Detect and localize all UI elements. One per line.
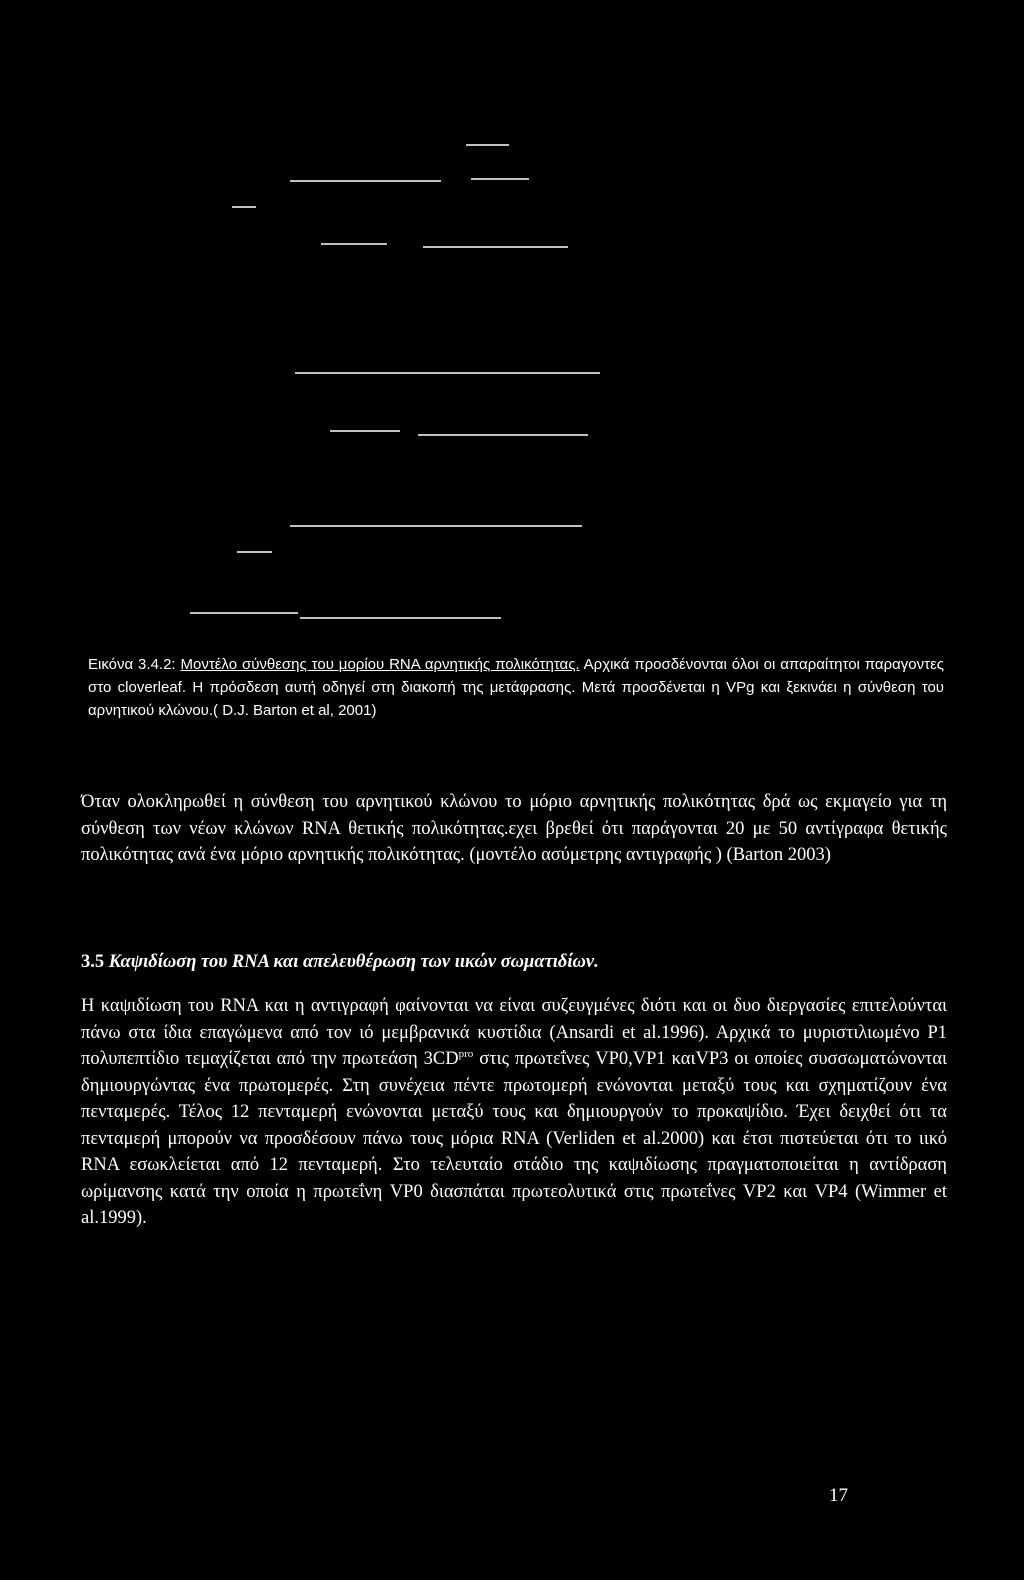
figure-remnant-lines [0, 0, 1024, 640]
figure-title: Μοντέλο σύνθεσης του μορίου RNA αρνητικής πολικότητας. [180, 656, 580, 673]
paragraph-text-part-1: Η καψιδίωση του RNA και η αντιγραφή φαίνονται να είναι συζευγμένες διότι και οι δυο διεργασίες επιτελούνται πάνω στα ίδια επαγώμενα από τον ιό μεμβρανικά κυστίδια (Ansardi et al.1996). Αρχικά το μυριστιλιωμένο P1 πολυπεπτίδιο τεμαχίζεται από την πρωτεάση 3CD [81, 996, 947, 1069]
paragraph-text-part-2: στις πρωτεΐνες VP0,VP1 καιVP3 οι οποίες συσσωματώνονται δημιουργώντας ένα πρωτομερές. Στη συνέχεια πέντε πρωτομερή ενώνονται μεταξύ τους και σχηματίζουν ένα πενταμερές. Τέλος 12 πενταμερή ενώνονται μεταξύ τους και δημιουργούν το προκαψίδιο. Έχει δειχθεί ότι τα πενταμερή μπορούν να προσδέσουν πάνω τους μόρια RNA (Verliden et al.2000) και έτσι πιστεύεται ότι το ιικό RNA εσωκλείεται από 12 πενταμερή. Στο τελευταίο στάδιο της καψιδίωσης πραγματοποιείται η αντίδραση ωρίμανσης κατά την οποία η πρωτεΐνη VP0 διασπάται πρωτεολυτικά στις πρωτεΐνες VP2 και VP4 (Wimmer et al.1999). [81, 1049, 947, 1228]
superscript-pro: pro [458, 1047, 474, 1060]
section-heading [81, 949, 599, 975]
figure-label: Εικόνα 3.4.2: [88, 656, 176, 673]
paragraph-encapsidation [81, 993, 947, 1232]
section-title: Καψιδίωση του RNA και απελευθέρωση των ιικών σωματιδίων. [108, 952, 599, 972]
figure-graphic [0, 0, 1024, 640]
section-number: 3.5 [81, 952, 105, 972]
figure-caption-text: Αρχικά προσδένονται όλοι οι απαραίτητοι παραγοντες στο cloverleaf. Η πρόσδεση αυτή οδηγεί στη διακοπή της μετάφρασης. Μετά προσδένεται η VPg και ξεκινάει η σύνθεση του αρνητικού κλώνου.( D.J. Barton et al, 2001) [88, 656, 944, 719]
page-number: 17 [829, 1485, 848, 1506]
figure-caption [88, 653, 944, 722]
paragraph-negative-strand: Όταν ολοκληρωθεί η σύνθεση του αρνητικού κλώνου το μόριο αρνητικής πολικότητας δρά ως εκμαγείο για τη σύνθεση των νέων κλώνων RNA θετικής πολικότητας.εχει βρεθεί ότι παράγονται 20 με 50 αντίγραφα θετικής πολικότητας ανά ένα μόριο αρνητικής πολικότητας. (μοντέλο ασύμετρης αντιγραφής ) (Barton 2003) [81, 792, 947, 865]
